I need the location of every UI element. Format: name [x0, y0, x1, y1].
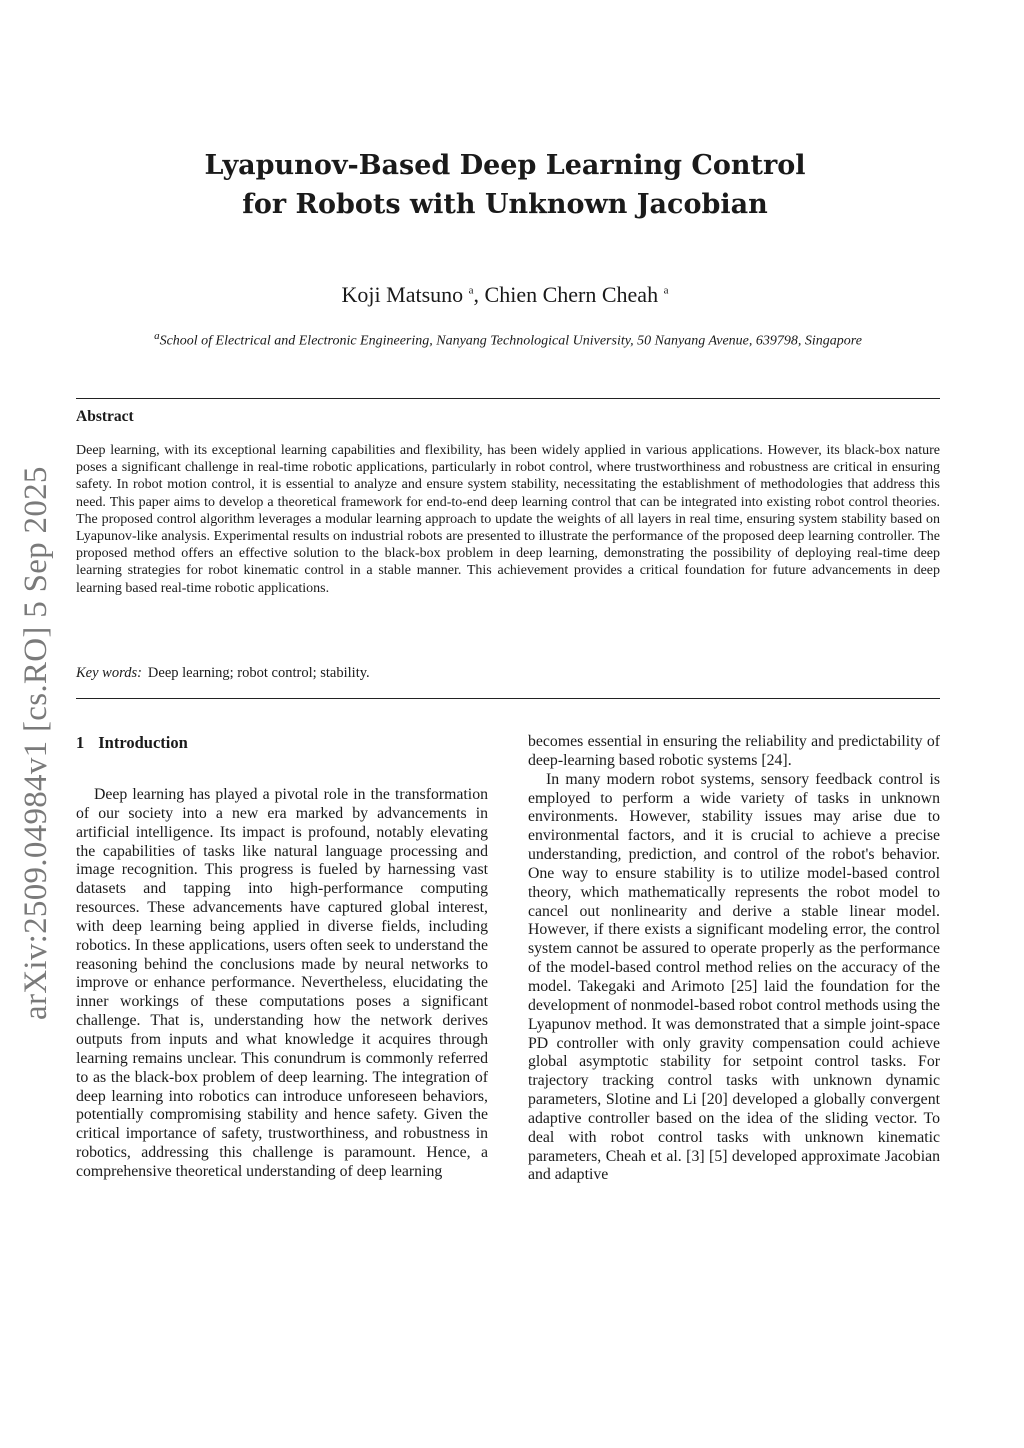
paper-title [0, 146, 1010, 224]
paragraph: Deep learning has played a pivotal role in the transformation of our society into a new era marked by advancements in artificial intelligence. Its impact is profound, notably elevating the capabilities of tasks like natural language processing and image recognition. This progress is fueled by harnessing vast datasets and tapping into high-performance computing resources. These advancements have captured global interest, with deep learning being applied in diverse fields, including robotics. In these applications, users often seek to understand the reasoning behind the conclusions made by neural networks to improve or enhance performance. Nevertheless, elucidating the inner workings of these computations poses a significant challenge. That is, understanding how the network derives outputs from inputs and what knowledge it acquires through learning remains unclear. This conundrum is commonly referred to as the black-box problem of deep learning. The integration of deep learning into robotics can introduce unforeseen behaviors, potentially compromising stability and hence safety. Given the critical importance of safety, trustworthiness, and robustness in robotics, addressing this challenge is paramount. Hence, a comprehensive theoretical understanding of deep learning [76, 786, 488, 1180]
paragraph: becomes essential in ensuring the reliability and predictability of deep-learning based robotic systems [24]. [528, 733, 940, 769]
section-heading [76, 733, 188, 753]
title-line-2: for Robots with Unknown Jacobian [242, 189, 768, 220]
keywords [76, 665, 370, 682]
affiliation-mark: a [468, 284, 474, 297]
arxiv-identifier-stamp: arXiv:2509.04984v1 [cs.RO] 5 Sep 2025 [18, 466, 54, 1020]
abstract-body: Deep learning, with its exceptional learning capabilities and flexibility, has been widely applied in various applications. However, its black-box nature poses a significant challenge in real-time robotic applications, particularly in robot control, where trustworthiness and robustness are critical in ensuring safety. In robot motion control, it is essential to analyze and ensure system stability, necessitating the establishment of methodologies that address this need. This paper aims to develop a theoretical framework for end-to-end deep learning control that can be integrated into existing robot control theories. The proposed control algorithm leverages a modular learning approach to update the weights of all layers in real time, ensuring system stability based on Lyapunov-like analysis. Experimental results on industrial robots are presented to illustrate the performance of the proposed deep learning controller. The proposed method offers an effective solution to the black-box problem in deep learning, demonstrating the possibility of deploying real-time deep learning strategies for robot kinematic control in a stable manner. This achievement provides a critical foundation for future advancements in deep learning based real-time robotic applications. [76, 443, 940, 596]
affiliation-mark: a [663, 284, 669, 297]
author-name: Koji Matsuno [341, 282, 464, 307]
keywords-label: Key words: [76, 665, 142, 681]
author-separator: , [473, 282, 485, 307]
abstract-heading: Abstract [76, 408, 134, 425]
affiliation-mark: a [154, 330, 160, 342]
right-column [528, 733, 940, 1185]
affiliation [76, 330, 940, 350]
title-line-1: Lyapunov-Based Deep Learning Control [204, 150, 806, 181]
left-column [76, 786, 488, 1182]
affiliation-text: School of Electrical and Electronic Engineering, Nanyang Technological University, 50 Nanyang Avenue, 639798, Singapore [159, 333, 862, 349]
section-title: Introduction [98, 733, 188, 752]
bottom-divider [76, 698, 940, 699]
top-divider [76, 398, 940, 399]
author-name: Chien Chern Cheah [484, 282, 659, 307]
section-number: 1 [76, 733, 85, 752]
keywords-text: Deep learning; robot control; stability. [147, 665, 370, 681]
paragraph: In many modern robot systems, sensory feedback control is employed to perform a wide variety of tasks in unknown environments. However, stability issues may arise due to environmental factors, and it is crucial to achieve a precise understanding, prediction, and control of the robot's behavior. One way to ensure stability is to utilize model-based control theory, which mathematically represents the robot model to cancel out nonlinearity and derive a stable linear model. However, if there exists a significant modeling error, the control system cannot be assured to operate properly as the performance of the model-based control method relies on the accuracy of the model. Takegaki and Arimoto [25] laid the foundation for the development of nonmodel-based robot control methods using the Lyapunov method. It was demonstrated that a simple joint-space PD controller with only gravity compensation could achieve global asymptotic stability for setpoint control tasks. For trajectory tracking control tasks with unknown dynamic parameters, Slotine and Li [20] developed a globally convergent adaptive controller based on the idea of the sliding vector. To deal with robot control tasks with unknown kinematic parameters, Cheah et al. [3] [5] developed approximate Jacobian and adaptive [528, 770, 940, 1184]
author-list [0, 282, 1010, 308]
